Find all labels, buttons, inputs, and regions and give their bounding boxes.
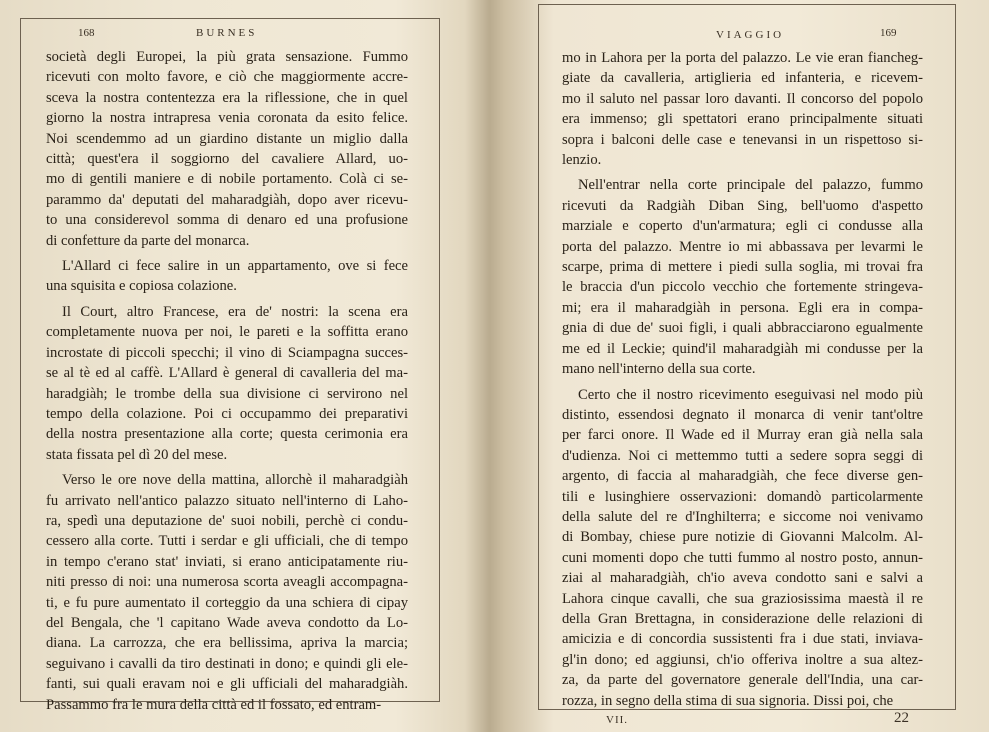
text-line: ziai al maharadgiàh, ch'io aveva condotto sani e salvi a xyxy=(562,570,923,587)
text-line: seguivano i cavalli da tiro destinati in dono; e quindi gli ele- xyxy=(46,655,408,672)
text-line: to una considerevol somma di denaro ed una profusione xyxy=(46,212,408,229)
text-line: completamente nuova per noi, le pareti e la soffitta erano xyxy=(46,324,408,341)
running-head: BURNES xyxy=(196,27,258,39)
text-line: una squisita e copiosa colazione. xyxy=(46,278,237,295)
text-line: mi; era il maharadgiàh in persona. Egli era in compa- xyxy=(562,299,923,316)
text-line: mo di gentili maniere e di nobile portamento. Colà ci se- xyxy=(46,171,408,188)
text-line: mo in Lahora per la porta del palazzo. Le vie eran fiancheg- xyxy=(562,50,923,66)
text-line: della Gran Brettagna, in considerazione delle relazioni di xyxy=(562,610,923,627)
text-line: gnia di due de' suoi figli, i quali abbracciarono egualmente xyxy=(562,320,923,337)
text-line: mo il saluto nel passar loro davanti. Il concorso del popolo xyxy=(562,90,923,107)
text-line: porta del palazzo. Mentre io mi abbassava per levarmi le xyxy=(562,238,923,255)
text-line: cuni momenti dopo che tutti fummo al nostro posto, annun- xyxy=(562,549,923,566)
text-line: società degli Europei, la più grata sensazione. Fummo xyxy=(46,49,408,65)
text-line: Noi scendemmo ad un giardino distante un miglio dalla xyxy=(46,130,408,147)
text-line: cessero alla corte. Tutti i serdar e gli ufficiali, che di tempo xyxy=(46,533,408,550)
text-line: rozza, in segno della stima di sua signoria. Dissi poi, che xyxy=(562,692,894,709)
text-line: giorno la nostra intrapresa venia coronata da esito felice. xyxy=(46,110,408,127)
text-line: parammo da' deputati del maharadgiàh, dopo aver ricevu- xyxy=(46,191,408,208)
text-line: in tempo c'erano stat' inviati, si erano anticipatamente riu- xyxy=(46,553,408,570)
text-line: se al tè ed al caffè. L'Allard è general di cavalleria del ma- xyxy=(46,365,408,382)
text-line: mano nell'interno della sua corte. xyxy=(562,361,756,378)
text-line: niti presso di noi: una numerosa scorta aveagli accompagna- xyxy=(46,574,408,591)
running-head: VIAGGIO xyxy=(716,29,785,41)
text-line: di Bombay, chiese pure notizie di Giovanni Malcolm. Al- xyxy=(562,529,923,546)
text-line: diana. La carrozza, che era bellissima, apriva la marcia; xyxy=(46,635,408,652)
text-line: d'udienza. Noi ci mettemmo tutti a sedere sopra seggi di xyxy=(562,447,923,464)
signature-number: 22 xyxy=(894,710,909,726)
text-line: marziale e coperto d'un'armatura; egli ci condusse alla xyxy=(562,218,923,235)
text-line: città; quest'era il soggiorno del cavaliere Allard, uo- xyxy=(46,151,408,168)
text-line: della salute del re d'Inghilterra; e siccome noi venivamo xyxy=(562,508,923,525)
text-line: Passammo fra le mura della città ed il fossato, ed entram- xyxy=(46,696,382,713)
right-page xyxy=(488,0,989,732)
text-line: Nell'entrar nella corte principale del palazzo, fummo xyxy=(578,177,923,194)
text-line: sopra i balconi delle case e tenevansi in un rispettoso si- xyxy=(562,131,923,148)
text-line: Verso le ore nove della mattina, allorchè il maharadgiàh xyxy=(62,472,408,489)
text-line: per farci onore. Il Wade ed il Murray eran già nella sala xyxy=(562,427,923,444)
text-line: Certo che il nostro ricevimento eseguivasi nel modo più xyxy=(578,386,923,403)
text-line: Il Court, altro Francese, era de' nostri: la scena era xyxy=(62,303,408,320)
signature-mark: VII. xyxy=(606,714,629,726)
text-line: amicizia e di concordia sussistenti fra i due stati, inviava- xyxy=(562,631,923,648)
text-line: sceva la nostra contentezza era la riflessione, che in quel xyxy=(46,89,408,106)
text-line: ricevuti da Radgiàh Diban Sing, bell'uomo d'aspetto xyxy=(562,197,923,214)
text-line: le braccia d'un piccolo vecchio che fortemente stringeva- xyxy=(562,279,923,296)
text-line: gl'in dono; ed aggiunsi, ch'io offeriva inoltre a sua altez- xyxy=(562,651,923,668)
text-line: ricevuti con molto favore, e ciò che maggiormente accre- xyxy=(46,69,408,86)
page-body-text xyxy=(562,48,923,711)
text-line: incrostate di piccoli specchi; il vino di Sciampagna succes- xyxy=(46,344,408,361)
text-line: stata fissata pel dì 20 del mese. xyxy=(46,446,228,463)
text-line: del Bengala, che 'l capitano Wade aveva condotto da Lo- xyxy=(46,614,408,631)
text-line: haradgiàh; le trombe della sua divisione ci servirono nel xyxy=(46,385,408,402)
text-line: argento, di faccia al maharadgiàh, che fece diverse gen- xyxy=(562,468,923,485)
text-line: tili e lusinghiere osservazioni: domandò particolarmente xyxy=(562,488,923,505)
text-line: distinto, essendosi degnato il monarca di venir tant'oltre xyxy=(562,406,923,423)
page-number: 169 xyxy=(880,27,897,39)
page-body-text xyxy=(46,47,408,715)
text-line: za, da parte del governatore generale dell'India, una car- xyxy=(562,672,923,689)
text-line: lenzio. xyxy=(562,152,602,169)
text-line: della nostra presentazione alla corte; questa cerimonia era xyxy=(46,426,408,443)
text-line: ti, e fu pure aumentato il corteggio da una schiera di cipay xyxy=(46,594,408,611)
text-line: di confetture da parte del monarca. xyxy=(46,232,250,249)
text-line: scarpe, prima di mettere i piedi sulla soglia, mi trovai fra xyxy=(562,259,923,276)
text-line: fanti, sui quali eravam noi e gli ufficiali del maharadgiàh. xyxy=(46,676,408,693)
text-line: L'Allard ci fece salire in un appartamento, ove si fece xyxy=(62,258,408,275)
text-line: tempo della colazione. Poi ci occupammo dei preparativi xyxy=(46,405,408,422)
text-line: Lahora cinque cavalli, che sua graziosissima maestà il re xyxy=(562,590,923,607)
left-page xyxy=(0,0,488,732)
text-line: giate da cavalleria, artiglieria ed infanteria, e ricevem- xyxy=(562,70,923,87)
text-line: ra, spedì una deputazione de' suoi nobili, perchè ci condu- xyxy=(46,512,408,529)
page-number: 168 xyxy=(78,27,95,39)
text-line: me ed il Leckie; quind'il maharadgiàh mi condusse per la xyxy=(562,340,923,357)
text-line: fu arrivato nell'antico palazzo situato nell'interno di Laho- xyxy=(46,492,408,509)
text-line: era immenso; gli spettatori erano principalmente situati xyxy=(562,111,923,128)
